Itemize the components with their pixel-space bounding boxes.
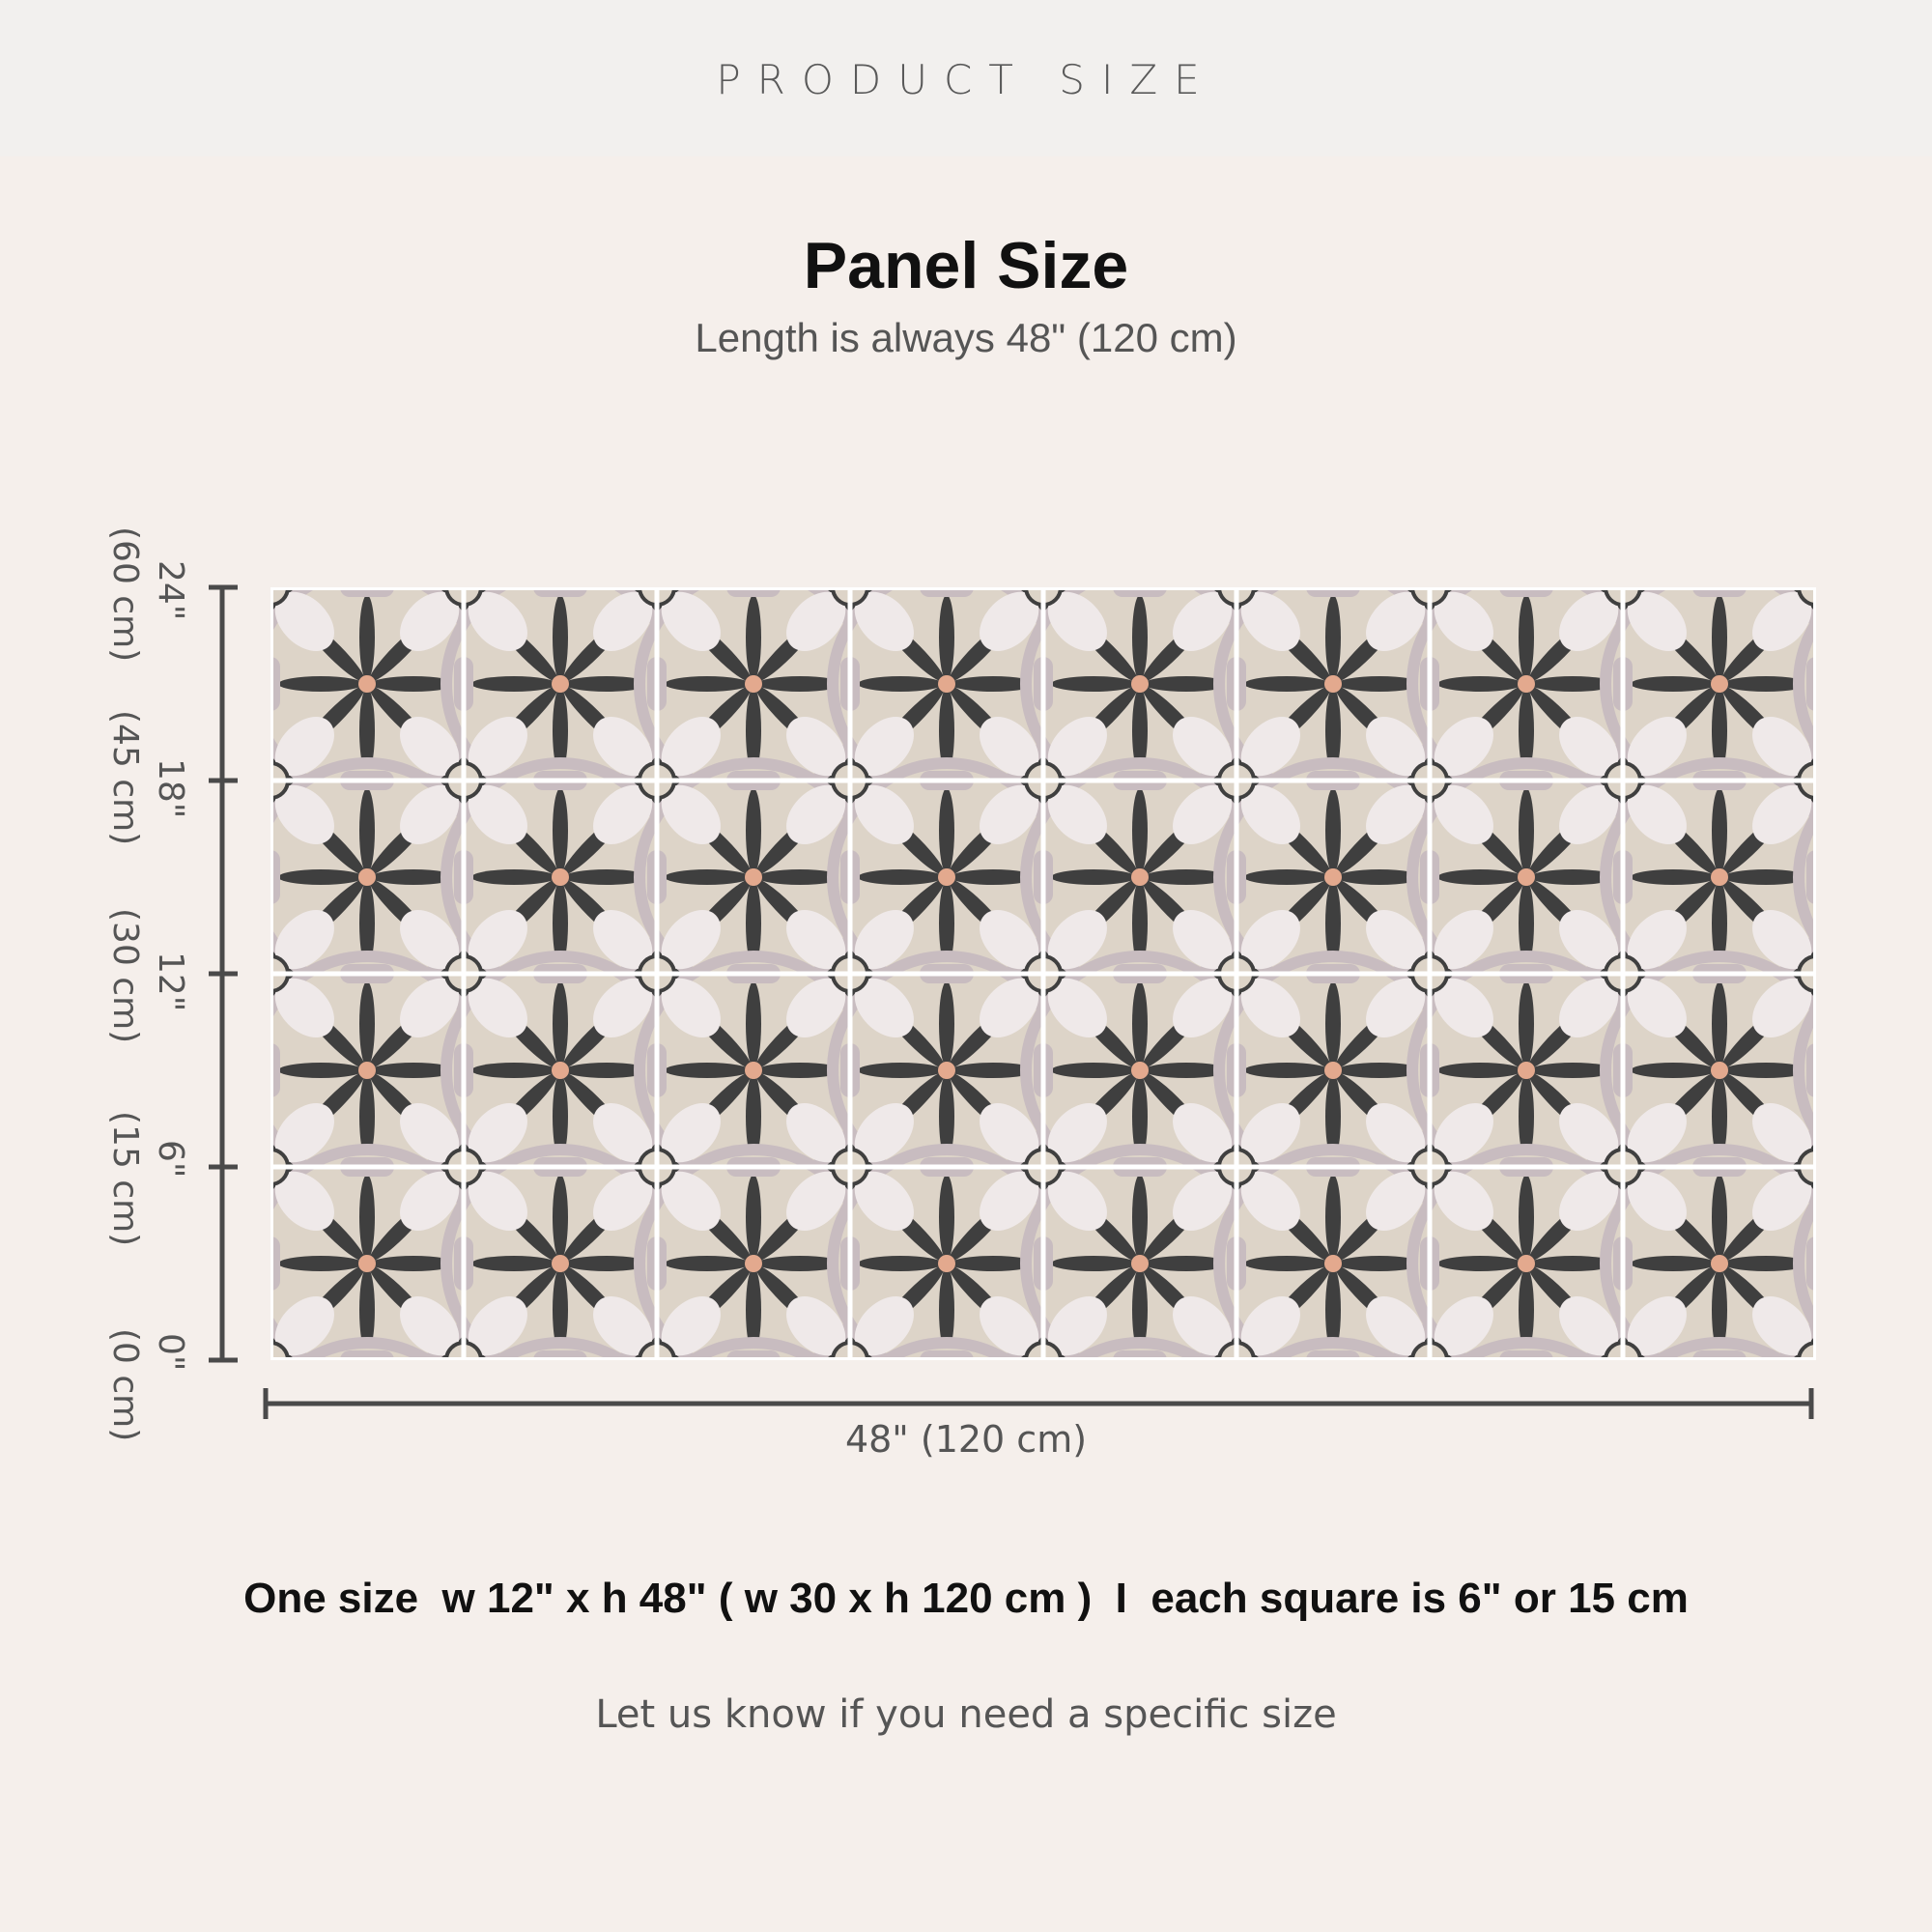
flower-center — [358, 675, 376, 693]
dark-petal — [665, 676, 750, 692]
dark-petal — [359, 595, 375, 680]
tick-label-60-cm: (60 cm) — [105, 526, 145, 663]
dark-petal — [1631, 869, 1716, 885]
tick-label-6-inch: 6" — [151, 1140, 190, 1179]
dark-petal — [1325, 595, 1341, 680]
tick-label-0-cm: (0 cm) — [105, 1328, 145, 1442]
flower-center — [1324, 868, 1342, 886]
flower-center — [1131, 1062, 1149, 1079]
flower-center — [745, 1062, 762, 1079]
dark-petal — [1631, 676, 1716, 692]
tick-label-15-cm: (15 cm) — [105, 1111, 145, 1247]
dark-petal — [1325, 1175, 1341, 1260]
flower-center — [745, 675, 762, 693]
dark-petal — [746, 595, 761, 680]
dark-petal — [746, 981, 761, 1066]
tick-label-30-cm: (30 cm) — [105, 908, 145, 1044]
flower-center — [1324, 1255, 1342, 1272]
flower-center — [1131, 868, 1149, 886]
flower-center — [938, 868, 955, 886]
dark-petal — [359, 1175, 375, 1260]
flower-center — [1324, 1062, 1342, 1079]
dark-petal — [471, 676, 556, 692]
flower-center — [552, 1255, 569, 1272]
dark-petal — [858, 1256, 943, 1271]
page-subtitle: Length is always 48" (120 cm) — [695, 315, 1237, 360]
dark-petal — [665, 869, 750, 885]
dark-petal — [1631, 1063, 1716, 1078]
dark-petal — [553, 1175, 568, 1260]
dark-petal — [939, 981, 954, 1066]
tick-label-0-inch: 0" — [151, 1333, 190, 1372]
dark-petal — [1244, 1256, 1329, 1271]
dark-petal — [1437, 676, 1522, 692]
tile-panel — [270, 587, 1816, 1360]
flower-center — [1518, 1062, 1535, 1079]
dark-petal — [1437, 1063, 1522, 1078]
dark-petal — [1712, 595, 1727, 680]
dark-petal — [858, 1063, 943, 1078]
dark-petal — [1051, 869, 1136, 885]
tick-label-45-cm: (45 cm) — [105, 710, 145, 846]
flower-center — [552, 868, 569, 886]
dark-petal — [1712, 1175, 1727, 1260]
dark-petal — [1132, 981, 1148, 1066]
dark-petal — [939, 1175, 954, 1260]
dark-petal — [1519, 981, 1534, 1066]
dark-petal — [1244, 1063, 1329, 1078]
flower-center — [745, 868, 762, 886]
dark-petal — [939, 595, 954, 680]
dark-petal — [359, 981, 375, 1066]
flower-center — [1711, 1062, 1728, 1079]
dark-petal — [858, 869, 943, 885]
flower-center — [745, 1255, 762, 1272]
size-description: One size w 12" x h 48" ( w 30 x h 120 cm ) I each square is 6" or 15 cm — [243, 1575, 1689, 1622]
flower-center — [1518, 868, 1535, 886]
dark-petal — [746, 788, 761, 873]
dark-petal — [553, 595, 568, 680]
tick-label-18-inch: 18" — [151, 758, 190, 819]
flower-center — [938, 675, 955, 693]
flower-center — [938, 1062, 955, 1079]
flower-center — [552, 1062, 569, 1079]
tile-pattern — [270, 587, 1816, 1360]
dark-petal — [278, 1256, 363, 1271]
flower-center — [552, 675, 569, 693]
dark-petal — [1244, 869, 1329, 885]
dark-petal — [1132, 595, 1148, 680]
tick-label-24-inch: 24" — [151, 560, 190, 621]
flower-center — [1131, 1255, 1149, 1272]
dark-petal — [1712, 788, 1727, 873]
dark-petal — [939, 788, 954, 873]
flower-center — [358, 1062, 376, 1079]
dark-petal — [1437, 869, 1522, 885]
dark-petal — [1631, 1256, 1716, 1271]
custom-size-note: Let us know if you need a specific size — [595, 1692, 1337, 1737]
page-title: Panel Size — [803, 229, 1129, 302]
dark-petal — [1712, 981, 1727, 1066]
flower-center — [358, 1255, 376, 1272]
flower-center — [1131, 675, 1149, 693]
flower-center — [1324, 675, 1342, 693]
dark-petal — [471, 1256, 556, 1271]
dark-petal — [471, 869, 556, 885]
dark-petal — [1519, 788, 1534, 873]
flower-center — [358, 868, 376, 886]
dark-petal — [471, 1063, 556, 1078]
dark-petal — [665, 1063, 750, 1078]
flower-center — [1711, 868, 1728, 886]
dark-petal — [665, 1256, 750, 1271]
dark-petal — [553, 981, 568, 1066]
tick-label-12-inch: 12" — [151, 952, 190, 1012]
flower-center — [1711, 675, 1728, 693]
dark-petal — [1325, 788, 1341, 873]
dark-petal — [858, 676, 943, 692]
flower-center — [1518, 1255, 1535, 1272]
dark-petal — [1051, 1256, 1136, 1271]
banner-title: PRODUCT SIZE — [716, 56, 1216, 103]
flower-center — [1518, 675, 1535, 693]
dark-petal — [1132, 1175, 1148, 1260]
dark-petal — [1519, 595, 1534, 680]
dark-petal — [746, 1175, 761, 1260]
dark-petal — [1437, 1256, 1522, 1271]
dark-petal — [359, 788, 375, 873]
dark-petal — [1051, 1063, 1136, 1078]
dark-petal — [1244, 676, 1329, 692]
dark-petal — [1051, 676, 1136, 692]
width-label: 48" (120 cm) — [844, 1418, 1088, 1461]
dark-petal — [278, 676, 363, 692]
flower-center — [1711, 1255, 1728, 1272]
flower-center — [938, 1255, 955, 1272]
dark-petal — [278, 869, 363, 885]
dark-petal — [1325, 981, 1341, 1066]
dark-petal — [553, 788, 568, 873]
dark-petal — [1519, 1175, 1534, 1260]
dark-petal — [278, 1063, 363, 1078]
dark-petal — [1132, 788, 1148, 873]
